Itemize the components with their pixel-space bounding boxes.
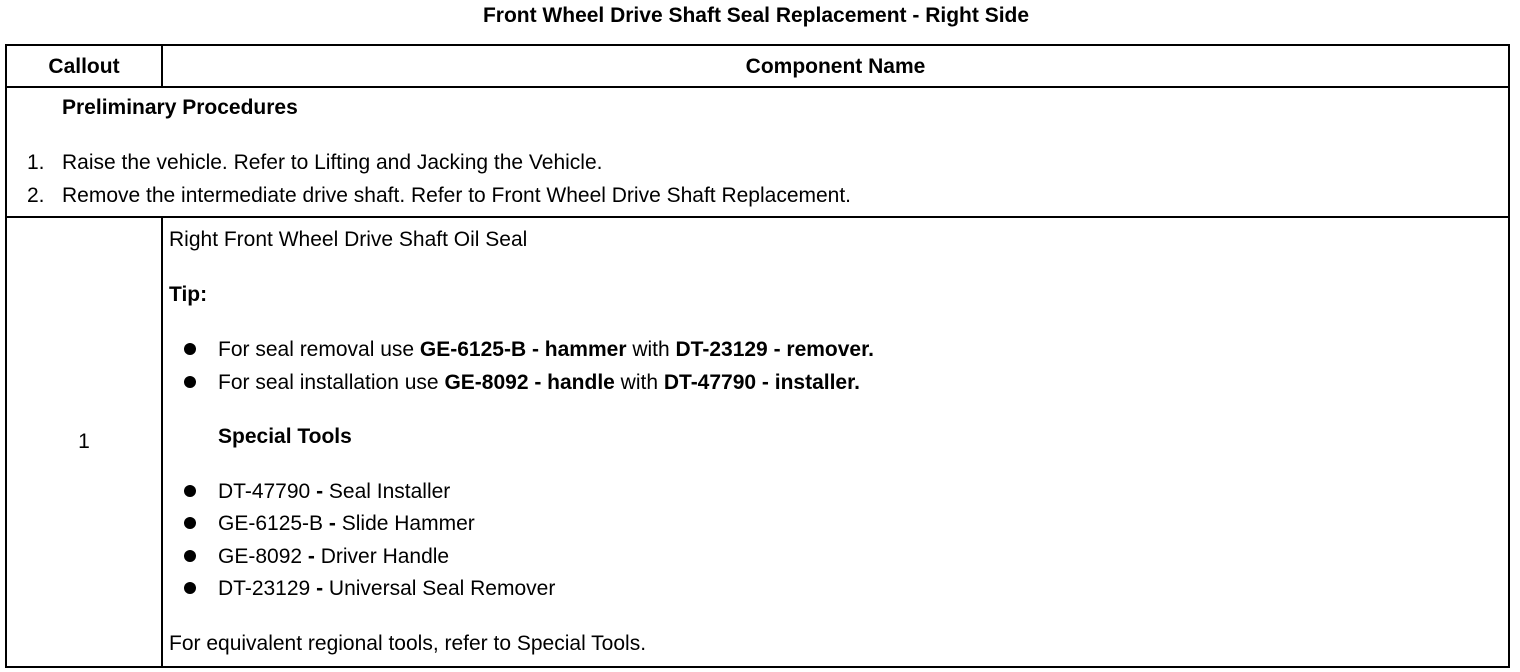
page-title: Front Wheel Drive Shaft Seal Replacement - Right Side	[482, 4, 1030, 27]
regional-tools-note: For equivalent regional tools, refer to Special Tools.	[169, 632, 647, 655]
bullet-icon	[184, 376, 196, 388]
callout-header: Callout	[48, 55, 120, 78]
special-tool-item: DT-47790 - Seal Installer	[218, 480, 451, 503]
tip-item: For seal installation use GE-8092 - handle with DT-47790 - installer.	[218, 371, 860, 394]
preliminary-procedures-heading: Preliminary Procedures	[62, 96, 298, 119]
component-name: Right Front Wheel Drive Shaft Oil Seal	[169, 228, 528, 251]
procedure-table	[5, 44, 1510, 668]
bullet-icon	[184, 343, 196, 355]
special-tool-item: DT-23129 - Universal Seal Remover	[218, 577, 556, 600]
special-tool-item: GE-6125-B - Slide Hammer	[218, 512, 475, 535]
step-text: Remove the intermediate drive shaft. Refer to Front Wheel Drive Shaft Replacement.	[62, 184, 852, 207]
component-name-header: Component Name	[745, 55, 926, 78]
special-tool-item: GE-8092 - Driver Handle	[218, 545, 450, 568]
tip-label: Tip:	[169, 283, 208, 306]
callout-number: 1	[78, 430, 90, 453]
bullet-icon	[184, 485, 196, 497]
step-number: 2.	[27, 184, 45, 207]
row-column-divider	[161, 216, 163, 666]
section-divider	[7, 216, 1508, 218]
step-text: Raise the vehicle. Refer to Lifting and Jacking the Vehicle.	[62, 151, 603, 174]
bullet-icon	[184, 517, 196, 529]
special-tools-heading: Special Tools	[218, 425, 352, 448]
step-number: 1.	[27, 151, 45, 174]
tip-item: For seal removal use GE-6125-B - hammer with DT-23129 - remover.	[218, 338, 874, 361]
header-divider	[7, 86, 1508, 88]
bullet-icon	[184, 582, 196, 594]
bullet-icon	[184, 550, 196, 562]
